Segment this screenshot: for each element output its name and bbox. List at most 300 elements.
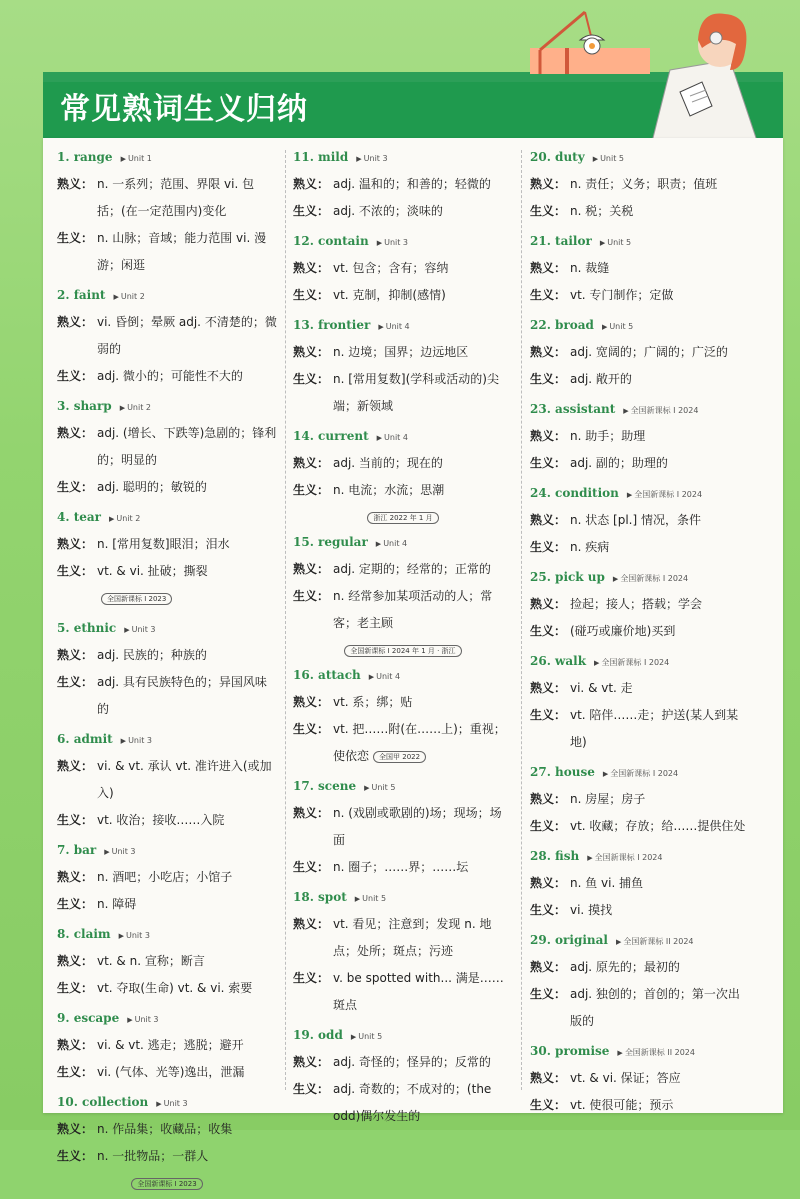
familiar-meaning: vt. 看见；注意到；发现 n. 地点；处所；斑点；污迹 (333, 917, 492, 958)
familiar-meaning: vi. & vt. 走 (570, 681, 633, 695)
unit-reference: ▶ Unit 5 (364, 783, 395, 792)
familiar-meaning-row (530, 507, 750, 534)
new-meaning: adj. 聪明的；敏锐的 (97, 480, 207, 494)
familiar-meaning-row (530, 954, 750, 981)
unit-reference: ▶ Unit 4 (377, 433, 408, 442)
word-title: 3. sharp (57, 399, 112, 413)
familiar-meaning: n. (戏剧或歌剧的)场；现场；场面 (333, 806, 502, 847)
new-meaning-wrap (333, 282, 513, 309)
unit-reference: ▶ Unit 5 (355, 894, 386, 903)
familiar-meaning: n. 酒吧；小吃店；小馆子 (97, 870, 233, 884)
word-heading (293, 888, 513, 908)
word-title: 26. walk (530, 654, 587, 668)
word-title: 1. range (57, 150, 113, 164)
familiar-meaning-row (530, 255, 750, 282)
word-title: 28. fish (530, 849, 580, 863)
word-entry (530, 1042, 750, 1119)
familiar-label: 熟义： (530, 876, 567, 890)
familiar-meaning: adj. 温和的；和善的；轻微的 (333, 177, 491, 191)
unit-reference: ▶ 全国新课标 I 2024 (623, 406, 698, 415)
familiar-meaning: n. 助手；助理 (570, 429, 646, 443)
unit-reference: ▶ Unit 2 (113, 292, 144, 301)
new-label: 生义： (293, 722, 330, 736)
new-meaning-wrap (570, 813, 750, 840)
word-heading (57, 841, 277, 861)
familiar-meaning-row (57, 531, 277, 558)
familiar-label: 熟义： (293, 695, 330, 709)
word-title: 18. spot (293, 890, 347, 904)
familiar-label: 熟义： (57, 1038, 94, 1052)
new-meaning-wrap (333, 854, 513, 881)
word-heading (530, 232, 750, 252)
familiar-meaning: adj. 原先的；最初的 (570, 960, 680, 974)
word-heading (293, 1026, 513, 1046)
familiar-label: 熟义： (293, 345, 330, 359)
familiar-label: 熟义： (293, 917, 330, 931)
word-entry (293, 888, 513, 1019)
familiar-meaning: adj. 当前的；现在的 (333, 456, 443, 470)
word-heading (530, 847, 750, 867)
word-title: 14. current (293, 429, 369, 443)
new-label: 生义： (57, 564, 94, 578)
new-label: 生义： (530, 456, 567, 470)
word-title: 8. claim (57, 927, 111, 941)
familiar-label: 熟义： (57, 870, 94, 884)
word-entry (293, 232, 513, 309)
word-heading (57, 148, 277, 168)
new-meaning-row (293, 366, 513, 420)
word-entry (57, 730, 277, 834)
word-entry (530, 652, 750, 756)
familiar-meaning-row (57, 753, 277, 807)
column-middle (293, 148, 513, 1137)
word-heading (57, 1093, 277, 1113)
word-heading (530, 1042, 750, 1062)
new-meaning-wrap (570, 897, 750, 924)
exam-source-badge: 全国新课标 I 2024 年 1 月 · 浙江 (344, 645, 461, 657)
word-entry (57, 925, 277, 1002)
unit-reference: ▶ 全国新课标 II 2024 (616, 937, 694, 946)
exam-source-badge: 全国新课标 I 2023 (101, 593, 172, 605)
new-meaning-row (293, 854, 513, 881)
new-label: 生义： (57, 897, 94, 911)
word-heading (293, 666, 513, 686)
word-title: 6. admit (57, 732, 113, 746)
new-meaning: vi. 摸找 (570, 903, 613, 917)
word-entry (530, 400, 750, 477)
new-meaning-row (530, 1092, 750, 1119)
familiar-meaning: n. [常用复数]眼泪；泪水 (97, 537, 230, 551)
new-meaning-row (530, 618, 750, 645)
familiar-meaning: vi. 昏倒；晕厥 adj. 不清楚的；微弱的 (97, 315, 277, 356)
new-meaning: vt. 克制，抑制(感情) (333, 288, 446, 302)
unit-reference: ▶ Unit 2 (109, 514, 140, 523)
new-label: 生义： (57, 369, 94, 383)
word-title: 4. tear (57, 510, 101, 524)
familiar-meaning-row (57, 1032, 277, 1059)
unit-reference: ▶ Unit 5 (351, 1032, 382, 1041)
new-meaning-row (57, 558, 277, 612)
unit-reference: ▶ Unit 5 (600, 238, 631, 247)
unit-reference: ▶ Unit 5 (602, 322, 633, 331)
new-label: 生义： (530, 624, 567, 638)
new-meaning-wrap (97, 1143, 277, 1170)
word-title: 2. faint (57, 288, 106, 302)
new-meaning-row (57, 474, 277, 501)
familiar-meaning-row (57, 864, 277, 891)
new-label: 生义： (530, 987, 567, 1001)
new-meaning: adj. 副的；助理的 (570, 456, 668, 470)
word-title: 21. tailor (530, 234, 592, 248)
word-entry (57, 397, 277, 501)
new-meaning: vt. 收治；接收……入院 (97, 813, 225, 827)
familiar-meaning-row (293, 689, 513, 716)
familiar-label: 熟义： (57, 177, 94, 191)
word-entry (57, 148, 277, 279)
new-meaning-wrap (333, 583, 513, 637)
new-meaning: n. 障碍 (97, 897, 137, 911)
new-meaning-row (530, 366, 750, 393)
new-meaning: n. 圈子；……界；……坛 (333, 860, 469, 874)
familiar-label: 熟义： (530, 597, 567, 611)
familiar-meaning: n. 作品集；收藏品；收集 (97, 1122, 233, 1136)
familiar-meaning-row (57, 309, 277, 363)
column-divider (521, 150, 522, 1090)
new-meaning-wrap (333, 198, 513, 225)
word-title: 5. ethnic (57, 621, 117, 635)
word-heading (293, 148, 513, 168)
new-meaning-wrap (570, 198, 750, 225)
unit-reference: ▶ Unit 3 (104, 847, 135, 856)
new-meaning: adj. 敞开的 (570, 372, 632, 386)
word-entry (293, 148, 513, 225)
word-title: 23. assistant (530, 402, 616, 416)
familiar-label: 熟义： (57, 1122, 94, 1136)
word-heading (57, 1009, 277, 1029)
new-label: 生义： (293, 971, 330, 985)
word-entry (57, 1093, 277, 1192)
new-meaning-row (57, 1143, 277, 1170)
new-label: 生义： (293, 288, 330, 302)
familiar-meaning-row (293, 255, 513, 282)
familiar-meaning: n. 责任；义务；职责；值班 (570, 177, 718, 191)
unit-reference: ▶ 全国新课标 I 2024 (587, 853, 662, 862)
familiar-meaning-row (57, 642, 277, 669)
unit-reference: ▶ Unit 3 (124, 625, 155, 634)
familiar-meaning: adj. 定期的；经常的；正常的 (333, 562, 491, 576)
word-heading (57, 397, 277, 417)
word-title: 10. collection (57, 1095, 149, 1109)
word-title: 13. frontier (293, 318, 371, 332)
familiar-meaning-row (293, 450, 513, 477)
familiar-meaning: n. 鱼 vi. 捕鱼 (570, 876, 644, 890)
word-entry (293, 316, 513, 420)
column-left (57, 148, 277, 1199)
new-meaning-wrap (570, 366, 750, 393)
word-heading (530, 652, 750, 672)
unit-reference: ▶ Unit 4 (376, 539, 407, 548)
word-entry (293, 427, 513, 526)
familiar-label: 熟义： (530, 429, 567, 443)
word-entry (530, 316, 750, 393)
new-meaning-wrap (570, 618, 750, 645)
word-heading (530, 400, 750, 420)
word-title: 16. attach (293, 668, 361, 682)
word-title: 19. odd (293, 1028, 343, 1042)
familiar-meaning-row (57, 1116, 277, 1143)
new-label: 生义： (530, 819, 567, 833)
unit-reference: ▶ 全国新课标 II 2024 (617, 1048, 695, 1057)
new-meaning-wrap (570, 1092, 750, 1119)
new-meaning-wrap (333, 1076, 513, 1130)
unit-reference: ▶ 全国新课标 I 2024 (613, 574, 688, 583)
new-label: 生义： (293, 860, 330, 874)
familiar-label: 熟义： (530, 261, 567, 275)
new-meaning-row (293, 282, 513, 309)
familiar-meaning-row (530, 171, 750, 198)
familiar-label: 熟义： (293, 456, 330, 470)
new-meaning: vt. 收藏；存放；给……提供住处 (570, 819, 746, 833)
familiar-meaning: adj. (增长、下跌等)急剧的；锋利的；明显的 (97, 426, 277, 467)
new-label: 生义： (530, 540, 567, 554)
new-meaning-row (57, 891, 277, 918)
new-meaning: vi. (气体、光等)逸出，泄漏 (97, 1065, 245, 1079)
new-meaning: vt. 陪伴……走；护送(某人到某地) (570, 708, 739, 749)
word-entry (57, 619, 277, 723)
word-title: 30. promise (530, 1044, 610, 1058)
new-label: 生义： (293, 372, 330, 386)
word-title: 15. regular (293, 535, 368, 549)
new-meaning: n. 电流；水流；思潮 (333, 483, 445, 497)
familiar-label: 熟义： (293, 562, 330, 576)
new-meaning-wrap (333, 366, 513, 420)
new-meaning-row (530, 981, 750, 1035)
exam-source-badge: 浙江 2022 年 1 月 (367, 512, 438, 524)
word-heading (57, 286, 277, 306)
familiar-meaning: vt. 系；绑；贴 (333, 695, 413, 709)
new-meaning: n. 一批物品；一群人 (97, 1149, 209, 1163)
new-meaning-row (293, 477, 513, 504)
column-divider (285, 150, 286, 1090)
familiar-meaning: n. 裁缝 (570, 261, 610, 275)
new-meaning-wrap (97, 558, 277, 612)
new-meaning-row (530, 897, 750, 924)
new-meaning-wrap (333, 965, 513, 1019)
new-meaning-wrap (570, 702, 750, 756)
word-heading (293, 232, 513, 252)
familiar-meaning: adj. 民族的；种族的 (97, 648, 207, 662)
word-title: 29. original (530, 933, 608, 947)
new-label: 生义： (530, 288, 567, 302)
new-label: 生义： (57, 480, 94, 494)
word-entry (293, 1026, 513, 1130)
new-meaning-wrap (97, 891, 277, 918)
word-heading (530, 316, 750, 336)
unit-reference: ▶ 全国新课标 I 2024 (594, 658, 669, 667)
familiar-meaning-row (293, 556, 513, 583)
exam-source-row (293, 507, 513, 526)
column-right (530, 148, 750, 1126)
unit-reference: ▶ Unit 3 (127, 1015, 158, 1024)
familiar-label: 熟义： (530, 960, 567, 974)
familiar-meaning: n. 房屋；房子 (570, 792, 646, 806)
new-label: 生义： (57, 981, 94, 995)
word-heading (293, 777, 513, 797)
new-meaning: vt. 夺取(生命) vt. & vi. 索要 (97, 981, 253, 995)
familiar-label: 熟义： (57, 426, 94, 440)
new-meaning: v. be spotted with... 满是……斑点 (333, 971, 504, 1012)
new-meaning-row (530, 450, 750, 477)
word-entry (530, 148, 750, 225)
new-meaning-row (57, 225, 277, 279)
new-meaning-row (530, 702, 750, 756)
new-meaning-row (293, 965, 513, 1019)
new-meaning: n. [常用复数](学科或活动的)尖端；新领域 (333, 372, 499, 413)
new-meaning-wrap (97, 474, 277, 501)
word-heading (57, 925, 277, 945)
new-label: 生义： (57, 231, 94, 245)
new-label: 生义： (57, 1065, 94, 1079)
word-title: 27. house (530, 765, 595, 779)
new-label: 生义： (57, 813, 94, 827)
familiar-label: 熟义： (530, 345, 567, 359)
new-meaning-row (530, 813, 750, 840)
new-meaning-row (57, 363, 277, 390)
new-meaning-row (530, 282, 750, 309)
new-meaning-wrap (97, 225, 277, 279)
familiar-meaning-row (293, 171, 513, 198)
familiar-meaning-row (530, 870, 750, 897)
new-meaning: vt. 专门制作；定做 (570, 288, 674, 302)
word-entry (57, 508, 277, 612)
familiar-meaning-row (530, 786, 750, 813)
new-label: 生义： (530, 204, 567, 218)
word-entry (530, 568, 750, 645)
new-meaning: n. 经常参加某项活动的人；常客；老主顾 (333, 589, 493, 630)
familiar-meaning: adj. 奇怪的；怪异的；反常的 (333, 1055, 491, 1069)
new-meaning-wrap (570, 450, 750, 477)
exam-source-badge: 全国新课标 I 2023 (131, 1178, 202, 1190)
word-entry (57, 286, 277, 390)
familiar-meaning: vi. & vt. 逃走；逃脱；避开 (97, 1038, 244, 1052)
unit-reference: ▶ Unit 2 (120, 403, 151, 412)
word-entry (57, 841, 277, 918)
familiar-meaning-row (57, 948, 277, 975)
new-meaning-wrap (570, 534, 750, 561)
word-heading (530, 568, 750, 588)
word-entry (57, 1009, 277, 1086)
new-meaning-row (57, 669, 277, 723)
familiar-label: 熟义： (57, 954, 94, 968)
new-label: 生义： (530, 372, 567, 386)
familiar-meaning: n. 状态 [pl.] 情况，条件 (570, 513, 701, 527)
unit-reference: ▶ Unit 4 (378, 322, 409, 331)
new-meaning-wrap (97, 1059, 277, 1086)
new-meaning-wrap (570, 981, 750, 1035)
familiar-meaning-row (530, 1065, 750, 1092)
new-meaning-wrap (97, 975, 277, 1002)
unit-reference: ▶ Unit 3 (356, 154, 387, 163)
familiar-meaning: adj. 宽阔的；广阔的；广泛的 (570, 345, 728, 359)
word-heading (57, 730, 277, 750)
familiar-meaning: vt. 包含；含有；容纳 (333, 261, 449, 275)
reading-girl-illustration (530, 0, 800, 150)
word-heading (57, 619, 277, 639)
new-label: 生义： (293, 483, 330, 497)
word-heading (530, 148, 750, 168)
unit-reference: ▶ 全国新课标 I 2024 (627, 490, 702, 499)
word-entry (530, 931, 750, 1035)
familiar-meaning: vi. & vt. 承认 vt. 准许进入(或加入) (97, 759, 272, 800)
familiar-label: 熟义： (57, 759, 94, 773)
new-meaning-wrap (97, 807, 277, 834)
new-meaning: vt. 使很可能；预示 (570, 1098, 674, 1112)
familiar-meaning-row (57, 420, 277, 474)
word-title: 24. condition (530, 486, 619, 500)
familiar-meaning-row (530, 339, 750, 366)
familiar-meaning: 捡起；接人；搭载；学会 (570, 597, 703, 611)
familiar-label: 熟义： (57, 648, 94, 662)
unit-reference: ▶ Unit 3 (377, 238, 408, 247)
familiar-meaning-row (57, 171, 277, 225)
word-heading (293, 533, 513, 553)
new-meaning: adj. 奇数的；不成对的；(the odd)偶尔发生的 (333, 1082, 492, 1123)
unit-reference: ▶ Unit 3 (119, 931, 150, 940)
new-label: 生义： (530, 903, 567, 917)
new-meaning-wrap (333, 477, 513, 504)
word-title: 7. bar (57, 843, 97, 857)
new-meaning: adj. 具有民族特色的；异国风味的 (97, 675, 267, 716)
new-meaning-wrap (570, 282, 750, 309)
unit-reference: ▶ Unit 1 (121, 154, 152, 163)
new-meaning-row (293, 198, 513, 225)
word-title: 11. mild (293, 150, 349, 164)
familiar-meaning: vt. & vi. 保证；答应 (570, 1071, 681, 1085)
familiar-meaning-row (293, 1049, 513, 1076)
familiar-label: 熟义： (530, 792, 567, 806)
exam-source-row (293, 640, 513, 659)
new-meaning: n. 山脉；音域；能力范围 vi. 漫游；闲逛 (97, 231, 267, 272)
exam-source-badge: 全国甲 2022 (373, 751, 426, 763)
familiar-meaning-row (293, 911, 513, 965)
familiar-meaning-row (293, 800, 513, 854)
word-title: 25. pick up (530, 570, 605, 584)
new-meaning-row (530, 534, 750, 561)
word-heading (530, 484, 750, 504)
familiar-label: 熟义： (293, 806, 330, 820)
familiar-meaning-row (530, 591, 750, 618)
new-label: 生义： (293, 204, 330, 218)
word-entry (293, 533, 513, 659)
unit-reference: ▶ Unit 3 (156, 1099, 187, 1108)
word-title: 20. duty (530, 150, 585, 164)
word-title: 12. contain (293, 234, 369, 248)
new-meaning: n. 疾病 (570, 540, 610, 554)
familiar-label: 熟义： (57, 315, 94, 329)
unit-reference: ▶ 全国新课标 I 2024 (603, 769, 678, 778)
new-meaning-row (293, 1076, 513, 1130)
unit-reference: ▶ Unit 4 (369, 672, 400, 681)
new-meaning-wrap (333, 716, 513, 770)
new-meaning-wrap (97, 363, 277, 390)
unit-reference: ▶ Unit 3 (121, 736, 152, 745)
word-heading (530, 931, 750, 951)
new-meaning-row (57, 1059, 277, 1086)
familiar-label: 熟义： (293, 1055, 330, 1069)
new-meaning: n. 税；关税 (570, 204, 634, 218)
new-meaning-wrap (97, 669, 277, 723)
word-title: 17. scene (293, 779, 357, 793)
